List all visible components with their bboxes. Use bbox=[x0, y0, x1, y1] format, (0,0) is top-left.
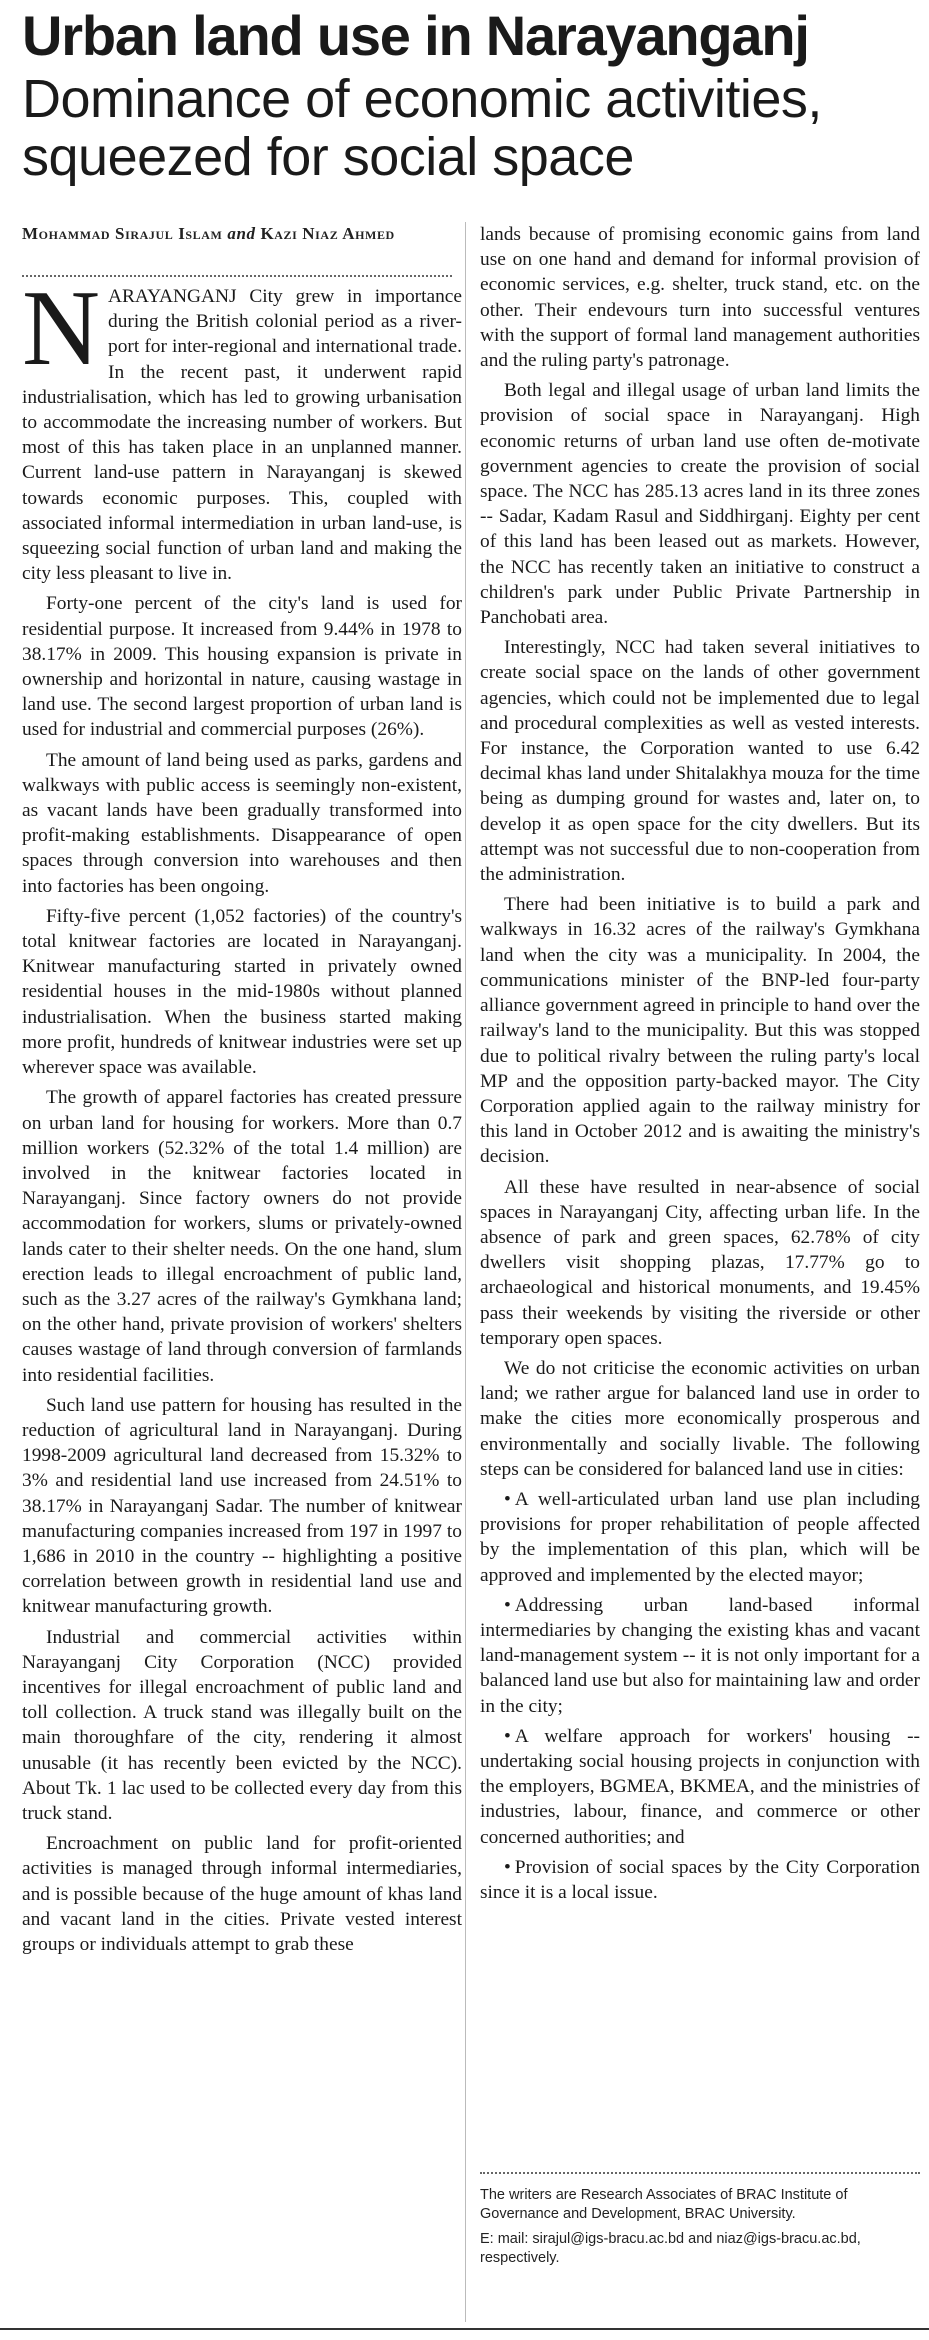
writers-note bbox=[480, 2186, 920, 2274]
byline-conjunction: and bbox=[227, 224, 256, 243]
bullet-icon: • bbox=[504, 1725, 511, 1747]
headline: Urban land use in Narayanganj bbox=[22, 4, 809, 67]
subheadline: Dominance of economic activities, squeezed for social space bbox=[22, 69, 822, 187]
body-paragraph: Such land use pattern for housing has resulted in the reduction of agricultural land in Narayanganj. During 1998-2009 agricultural land decreased from 15.32% to 3% and residential land use increased from 24.51% to 38.17% in Narayanganj Sadar. The number of knitwear manufacturing companies increased from 197 in 1997 to 1,686 in 2010 in the country -- highlighting a positive correlation between growth in residential land use and knitwear manufacturing growth. bbox=[22, 1394, 462, 1618]
bullet-item bbox=[480, 1855, 920, 1905]
lead-paragraph-text: ARAYANGANJ City grew in importance during the British colonial period as a river-port for inter-regional and international trade. In the recent past, it underwent rapid industrialisation, which has led to growing urbanisation to accommodate the increasing number of workers. But most of this has taken place in an unplanned manner. Current land-use pattern in Narayanganj is skewed towards economic purposes. This, coupled with associated informal intermediation in urban land-use, is squeezing social function of urban land and making the city less pleasant to live in. bbox=[22, 286, 462, 585]
writers-contact: E: mail: sirajul@igs-bracu.ac.bd and niaz@igs-bracu.ac.bd, respectively. bbox=[480, 2231, 861, 2266]
writers-note-text: The writers are Research Associates of BRAC Institute of Governance and Development, BRAC University. bbox=[480, 2187, 848, 2222]
author-2: Kazi Niaz Ahmed bbox=[260, 224, 395, 243]
body-paragraph: Encroachment on public land for profit-oriented activities is managed through informal intermediaries, and is possible because of the huge amount of khas land and vacant land in the cities. Private vested interest groups or individuals attempt to grab these bbox=[22, 1833, 462, 1955]
bullet-item bbox=[480, 1724, 920, 1850]
drop-cap: N bbox=[22, 284, 100, 388]
body-paragraph: Forty-one percent of the city's land is used for residential purpose. It increased from 9.44% in 1978 to 38.17% in 2009. This housing expansion is private in ownership and horizontal in nature, causing wastage in land use. The second largest proportion of urban land is used for industrial and commercial purposes (26%). bbox=[22, 593, 462, 741]
bullet-item bbox=[480, 1593, 920, 1719]
body-paragraph: Industrial and commercial activities within Narayanganj City Corporation (NCC) provided incentives for illegal encroachment of public land and toll collection. A truck stand was illegally built on the main thoroughfare of the city, rendering it almost unusable (it has recently been evicted by the NCC). About Tk. 1 lac used to be collected every day from this truck stand. bbox=[22, 1626, 462, 1824]
page-bottom-rule bbox=[0, 2328, 929, 2330]
body-paragraph: Fifty-five percent (1,052 factories) of the country's total knitwear factories are located in Narayanganj. Knitwear manufacturing started in privately owned residential houses in the mid-1980s without planned industrialisation. When the business started making more profit, hundreds of knitwear industries were set up wherever space was available. bbox=[22, 905, 462, 1079]
bullet-text: A welfare approach for workers' housing -- undertaking social housing projects in conjunction with the employers, BGMEA, BKMEA, and the ministries of industries, labour, finance, and commerce or other concerned authorities; and bbox=[480, 1725, 920, 1848]
column-divider bbox=[465, 222, 466, 2322]
bullet-icon: • bbox=[504, 1594, 511, 1616]
byline-divider bbox=[22, 275, 452, 277]
body-paragraph: Interestingly, NCC had taken several initiatives to create social space on the lands of other government agencies, which could not be implemented due to legal and procedural complexities as well as vested interests. For instance, the Corporation wanted to use 6.42 decimal khas land under Shitalakhya mouza for the time being as dumping ground for wastes and, later on, to develop it as open space for the city dwellers. But its attempt was not successful due to non-cooperation from the administration. bbox=[480, 637, 920, 886]
writers-note-divider bbox=[480, 2172, 920, 2174]
body-paragraph: The growth of apparel factories has created pressure on urban land for housing for workers. More than 0.7 million workers (52.32% of the total 1.4 million) are involved in the knitwear factories located in Narayanganj. Since factory owners do not provide accommodation for workers, slums or privately-owned lands cater to their shelter needs. On the one hand, slum erection leads to illegal encroachment of public land, such as the 3.27 acres of the railway's Gymkhana land; on the other hand, private provision of workers' shelters causes wastage of land through conversion of farmlands into residential facilities. bbox=[22, 1087, 462, 1386]
bullet-icon: • bbox=[504, 1856, 511, 1878]
lead-paragraph bbox=[22, 284, 462, 586]
right-column bbox=[480, 222, 920, 2162]
body-paragraph: All these have resulted in near-absence of social spaces in Narayanganj City, affecting urban life. In the absence of park and green spaces, 62.78% of city dwellers visit shopping plazas, 17.77% go to archaeological and historical monuments, and 19.45% pass their weekends by visiting the riverside or other temporary open spaces. bbox=[480, 1176, 920, 1349]
bullet-text: Provision of social spaces by the City Corporation since it is a local issue. bbox=[480, 1856, 920, 1903]
bullet-icon: • bbox=[504, 1488, 511, 1510]
bullet-item bbox=[480, 1487, 920, 1588]
author-1: Mohammad Sirajul Islam bbox=[22, 224, 223, 243]
bullet-text: Addressing urban land-based informal intermediaries by changing the existing khas and vacant land-management system -- it is not only important for a balanced land use but also for maintaining law and order in the city; bbox=[480, 1594, 920, 1717]
body-paragraph: Both legal and illegal usage of urban land limits the provision of social space in Narayanganj. High economic returns of urban land use often de-motivate government agencies to create the provision of social space. The NCC has 285.13 acres land in its three zones -- Sadar, Kadam Rasul and Siddhirganj. Eighty per cent of this land has been leased out as markets. However, the NCC has recently taken an initiative to construct a children's park under Public Private Partnership in Panchobati area. bbox=[480, 380, 920, 629]
continuation-paragraph: lands because of promising economic gains from land use on one hand and demand for informal provision of economic services, e.g. shelter, truck stand, etc. on the other. Their endevours turn into successful ventures with the support of formal land management authorities and the ruling party's patronage. bbox=[480, 224, 920, 372]
left-column bbox=[22, 284, 462, 2334]
body-paragraph: The amount of land being used as parks, gardens and walkways with public access is seemingly non-existent, as vacant lands have been gradually transformed into profit-making establishments. Disappearance of open spaces through conversion into warehouses and then into factories has been ongoing. bbox=[22, 749, 462, 897]
byline bbox=[22, 222, 462, 245]
body-paragraph: There had been initiative is to build a park and walkways in 16.32 acres of the railway's Gymkhana land when the city was a municipality. In 2004, the communications minister of the BNP-led four-party alliance government agreed in principle to hand over the railway's land to the municipality. But this was stopped due to political rivalry between the ruling party's local MP and the opposition party-backed mayor. The City Corporation applied again to the railway ministry for this land in October 2012 and is awaiting the ministry's decision. bbox=[480, 894, 920, 1168]
body-paragraph: We do not criticise the economic activities on urban land; we rather argue for balanced land use in order to make the cities more economically prosperous and environmentally and socially livable. The following steps can be considered for balanced land use in cities: bbox=[480, 1357, 920, 1480]
bullet-text: A well-articulated urban land use plan including provisions for proper rehabilitation of people affected by the implementation of this plan, which will be approved and implemented by the elected mayor; bbox=[480, 1488, 920, 1586]
